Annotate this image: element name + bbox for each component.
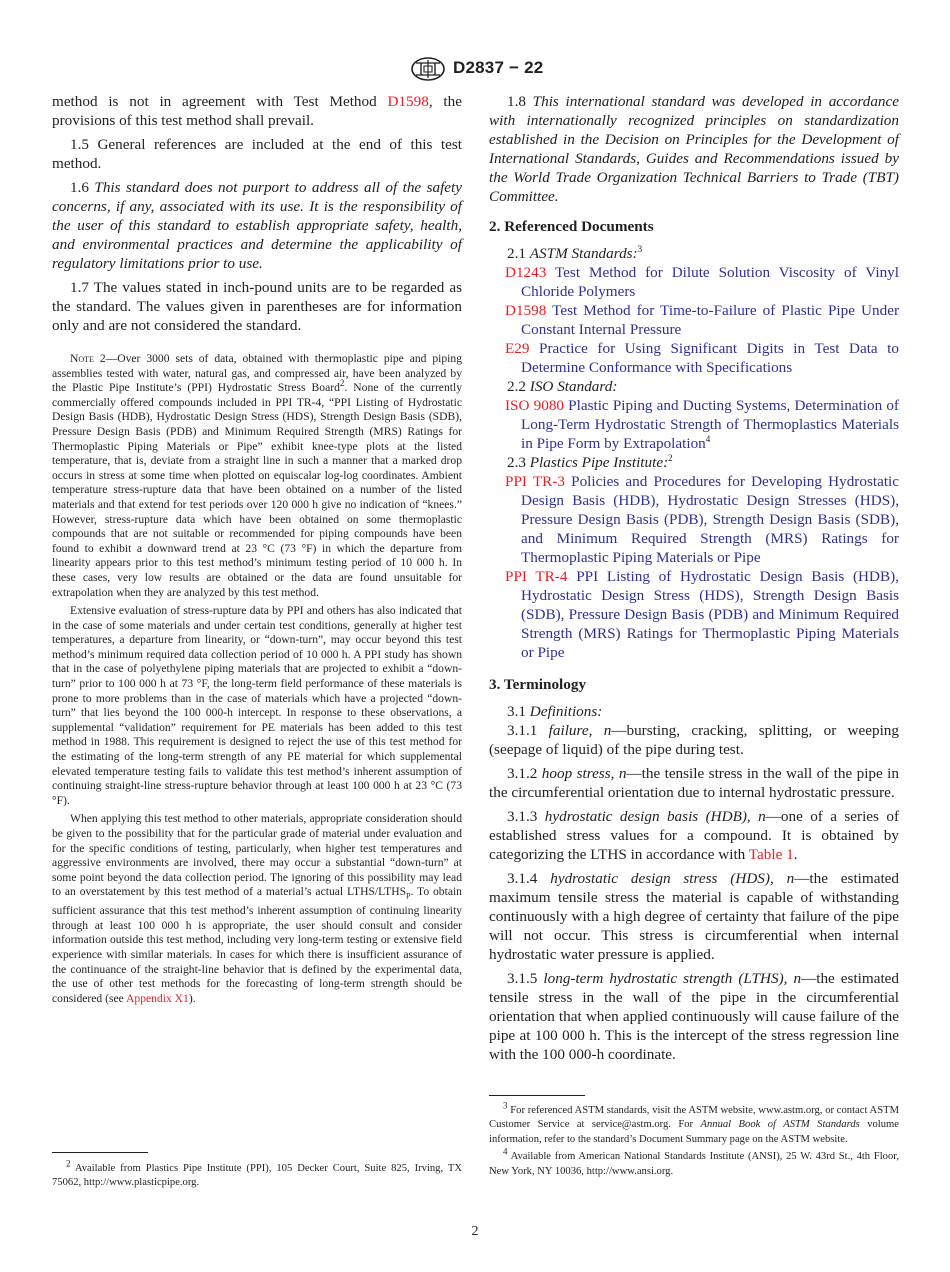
paragraph-1-4-continuation: method is not in agreement with Test Method D1598, the provisions of this test method shall prevail. [52,93,462,129]
subsection-2-3: 2.3 Plastics Pipe Institute:$^2$ [507,452,673,471]
footnote-rule-right [489,1095,585,1096]
footnote-4: $^4$ Available from American National Standards Institute (ANSI), 25 W. 43rd St., 4th Floor, New York, NY 10036, http://www.ansi.org. [489,1146,899,1177]
appendix-x1-link[interactable]: Appendix X1 [126,991,189,1005]
page-header [0,56,950,86]
definition-3-1-1: 3.1.1 failure, n—bursting, cracking, splitting, or weeping (seepage of liquid) of the pipe during test. [489,722,899,758]
subsection-2-1: 2.1 ASTM Standards:$^3$ [507,243,643,262]
reference-item: E29 Practice for Using Significant Digits in Test Data to Determine Conformance with Specifications [505,340,899,376]
right-column [489,92,899,1069]
reference-code-link[interactable]: D1598 [505,302,547,319]
paragraph-1-8: 1.8 This international standard was developed in accordance with internationally recognized principles on standardization established in the Decision on Principles for the Development of International Standards, Guides and Recommendations issued by the World Trade Organization Technical Barriers to Trade (TBT) Committee. [489,93,899,205]
reference-item: D1243 Test Method for Dilute Solution Viscosity of Vinyl Chloride Polymers [505,264,899,300]
footnotes-left [52,1158,462,1194]
footnote-rule-left [52,1152,148,1153]
reference-code-link[interactable]: PPI TR-3 [505,473,565,490]
document-id: D2837 − 22 [453,58,544,77]
reference-code-link[interactable]: PPI TR-4 [505,568,568,585]
paragraph-1-5: 1.5 General references are included at the end of this test method. [52,136,462,172]
page-number: 2 [471,1224,479,1239]
table-1-link[interactable]: Table 1 [748,846,794,863]
reference-code-link[interactable]: ISO 9080 [505,397,565,414]
footnote-3: $^3$ For referenced ASTM standards, visit the ASTM website, www.astm.org, or contact ASTM Customer Service at service@astm.org. For Annual Book of ASTM Standards volume information, refer to the standard’s Document Summary page on the ASTM website. [489,1100,899,1145]
reference-item: PPI TR-4 PPI Listing of Hydrostatic Design Basis (HDB), Hydrostatic Design Stress (HDS), Strength Design Basis (SDB), Pressure Design Basis (PDB) and Minimum Required Strength (MRS) Ratings for Thermoplastic Piping Materials or Pipe [505,568,899,661]
note-2-paragraph-2: Extensive evaluation of stress-rupture data by PPI and others has also indicated that in the case of some materials and under certain test conditions, generally at higher test temperatures, a departure from linearity, or “down-turn”, may occur beyond this test method’s minimum required data collection period of 10 000 h. A PPI study has shown that in the case of polyethylene piping materials that are projected to exhibit a “down-turn” prior to 100 000 h at 73 °F, the long-term field performance of these materials is prone to more problems than in the case of materials which have a projected “down-turn” that lies beyond the 100 000-h intercept. In response to these observations, a supplemental “validation” requirement for PE materials has been added to this test method in 1988. This requirement is designed to reject the use of this test method for the estimating of the long-term strength of any PE material for which supplemental elevated temperature testing fails to validate this test method’s inherent assumption of continuing straight-line stress-rupture behavior through at least 100 000 h at 23 °C (73 °F). [52,604,462,807]
reference-item: D1598 Test Method for Time-to-Failure of Plastic Pipe Under Constant Internal Pressure [505,302,899,338]
astm-references-list [489,263,899,377]
reference-code-link[interactable]: D1243 [505,264,547,281]
note-2: Note 2—Over 3000 sets of data, obtained with thermoplastic pipe and piping assemblies tested with water, natural gas, and compressed air, have been analyzed by the Plastic Pipe Institute’s (PPI) Hydrostatic Stress Board$^2$. None of the currently commercially offered compounds included in PPI TR-4, “PPI Listing of Hydrostatic Design Basis (HDB), Hydrostatic Design Stress (HDS), Strength Design Basis (SDB), Pressure Design Basis (PDB) and Minimum Required Strength (MRS) Ratings for Thermoplastic Piping Materials or Pipe” exhibit knee-type plots at the listed temperature, that is, deviate from a straight line in such a manner that a marked drop occurs in stress at some time when plotted on equiscalar log-log coordinates. Ambient temperature stress-rupture data that have been obtained on a number of the listed materials and that extend for test periods over 120 000 h give no indication of “knees.” However, stress-rupture data which have been obtained on some thermoplastic compounds that are not suitable or recommended for piping compounds have been found to exhibit a downward trend at 23 °C (73 °F) in which the departure from linearity appears prior to this test method’s minimum testing period of 10 000 h. In these cases, very low results are obtained or the data are found unsuitable for extrapolation when they are analyzed by this test method. [52,352,462,599]
subsection-2-2: 2.2 ISO Standard: [507,378,618,395]
paragraph-1-6: 1.6 This standard does not purport to address all of the safety concerns, if any, associated with its use. It is the responsibility of the user of this standard to establish appropriate safety, health, and environmental practices and determine the applicability of regulatory limitations prior to use. [52,179,463,272]
left-column [52,92,462,1006]
paragraph-1-7: 1.7 The values stated in inch-pound units are to be regarded as the standard. The values given in parentheses are for information only and are not considered the standard. [52,279,462,334]
section-3-heading: 3. Terminology [489,676,587,693]
reference-code-link[interactable]: E29 [505,340,530,357]
definition-3-1-4: 3.1.4 hydrostatic design stress (HDS), n—the estimated maximum tensile stress the material is capable of withstanding continuously with a high degree of certainty that failure of the pipe will not occur. This stress is circumferential when internal hydrostatic water pressure is applied. [489,870,900,963]
astm-logo-icon [410,56,446,82]
definition-3-1-5: 3.1.5 long-term hydrostatic strength (LTHS), n—the estimated tensile stress in the wall of the pipe in the circumferential orientation that when applied continuously will cause failure of the pipe at 100 000 h. This is the intercept of the stress regression line with the 100 000-h coordinate. [489,970,900,1063]
footnotes-right [489,1100,899,1182]
definition-3-1-2: 3.1.2 hoop stress, n—the tensile stress in the wall of the pipe in the circumferential orientation due to internal hydrostatic pressure. [489,765,899,801]
section-2-heading: 2. Referenced Documents [489,218,654,235]
footnote-2: $^2$ Available from Plastics Pipe Institute (PPI), 105 Decker Court, Suite 825, Irving, TX 75062, http://www.plasticpipe.org. [52,1158,462,1189]
note-2-paragraph-3: When applying this test method to other materials, appropriate consideration should be given to the possibility that for the particular grade of material under evaluation and for the specific conditions of testing, particularly, when higher test temperatures and aggressive environments are involved, there may occur a substantial “down-turn” at some point beyond the data collection period. The ignoring of this possibility may lead to an overstatement by this test method of a material’s actual LTHS/$LTHS_P$. To obtain sufficient assurance that this test method’s inherent assumption of continuing linearity through at least 100 000 h is appropriate, the user should consult and consider information outside this test method, including very long-term testing or extensive field experience with similar materials. In cases for which there is insufficient assurance of the continuance of the straight-line behavior that is defined by the experimental data, the use of other test methods for the forecasting of long-term strength should be considered (see Appendix X1). [52,812,462,1005]
subsection-3-1: 3.1 Definitions: [507,703,603,720]
d1598-link[interactable]: D1598 [387,93,429,110]
reference-item: PPI TR-3 Policies and Procedures for Developing Hydrostatic Design Basis (HDB), Hydrostatic Design Stresses (HDS), Pressure Design Basis (PDB), Strength Design Basis (SDB), and Minimum Required Strength (MRS) Ratings for Thermoplastic Piping Materials or Pipe [505,473,899,566]
definition-3-1-3: 3.1.3 hydrostatic design basis (HDB), n—one of a series of established stress values for a compound. It is obtained by categorizing the LTHS in accordance with Table 1. [489,808,899,863]
reference-item: ISO 9080 Plastic Piping and Ducting Systems, Determination of Long-Term Hydrostatic Strength of Thermoplastics Materials in Pipe Form by Extrapolation$^4$ [505,397,899,452]
